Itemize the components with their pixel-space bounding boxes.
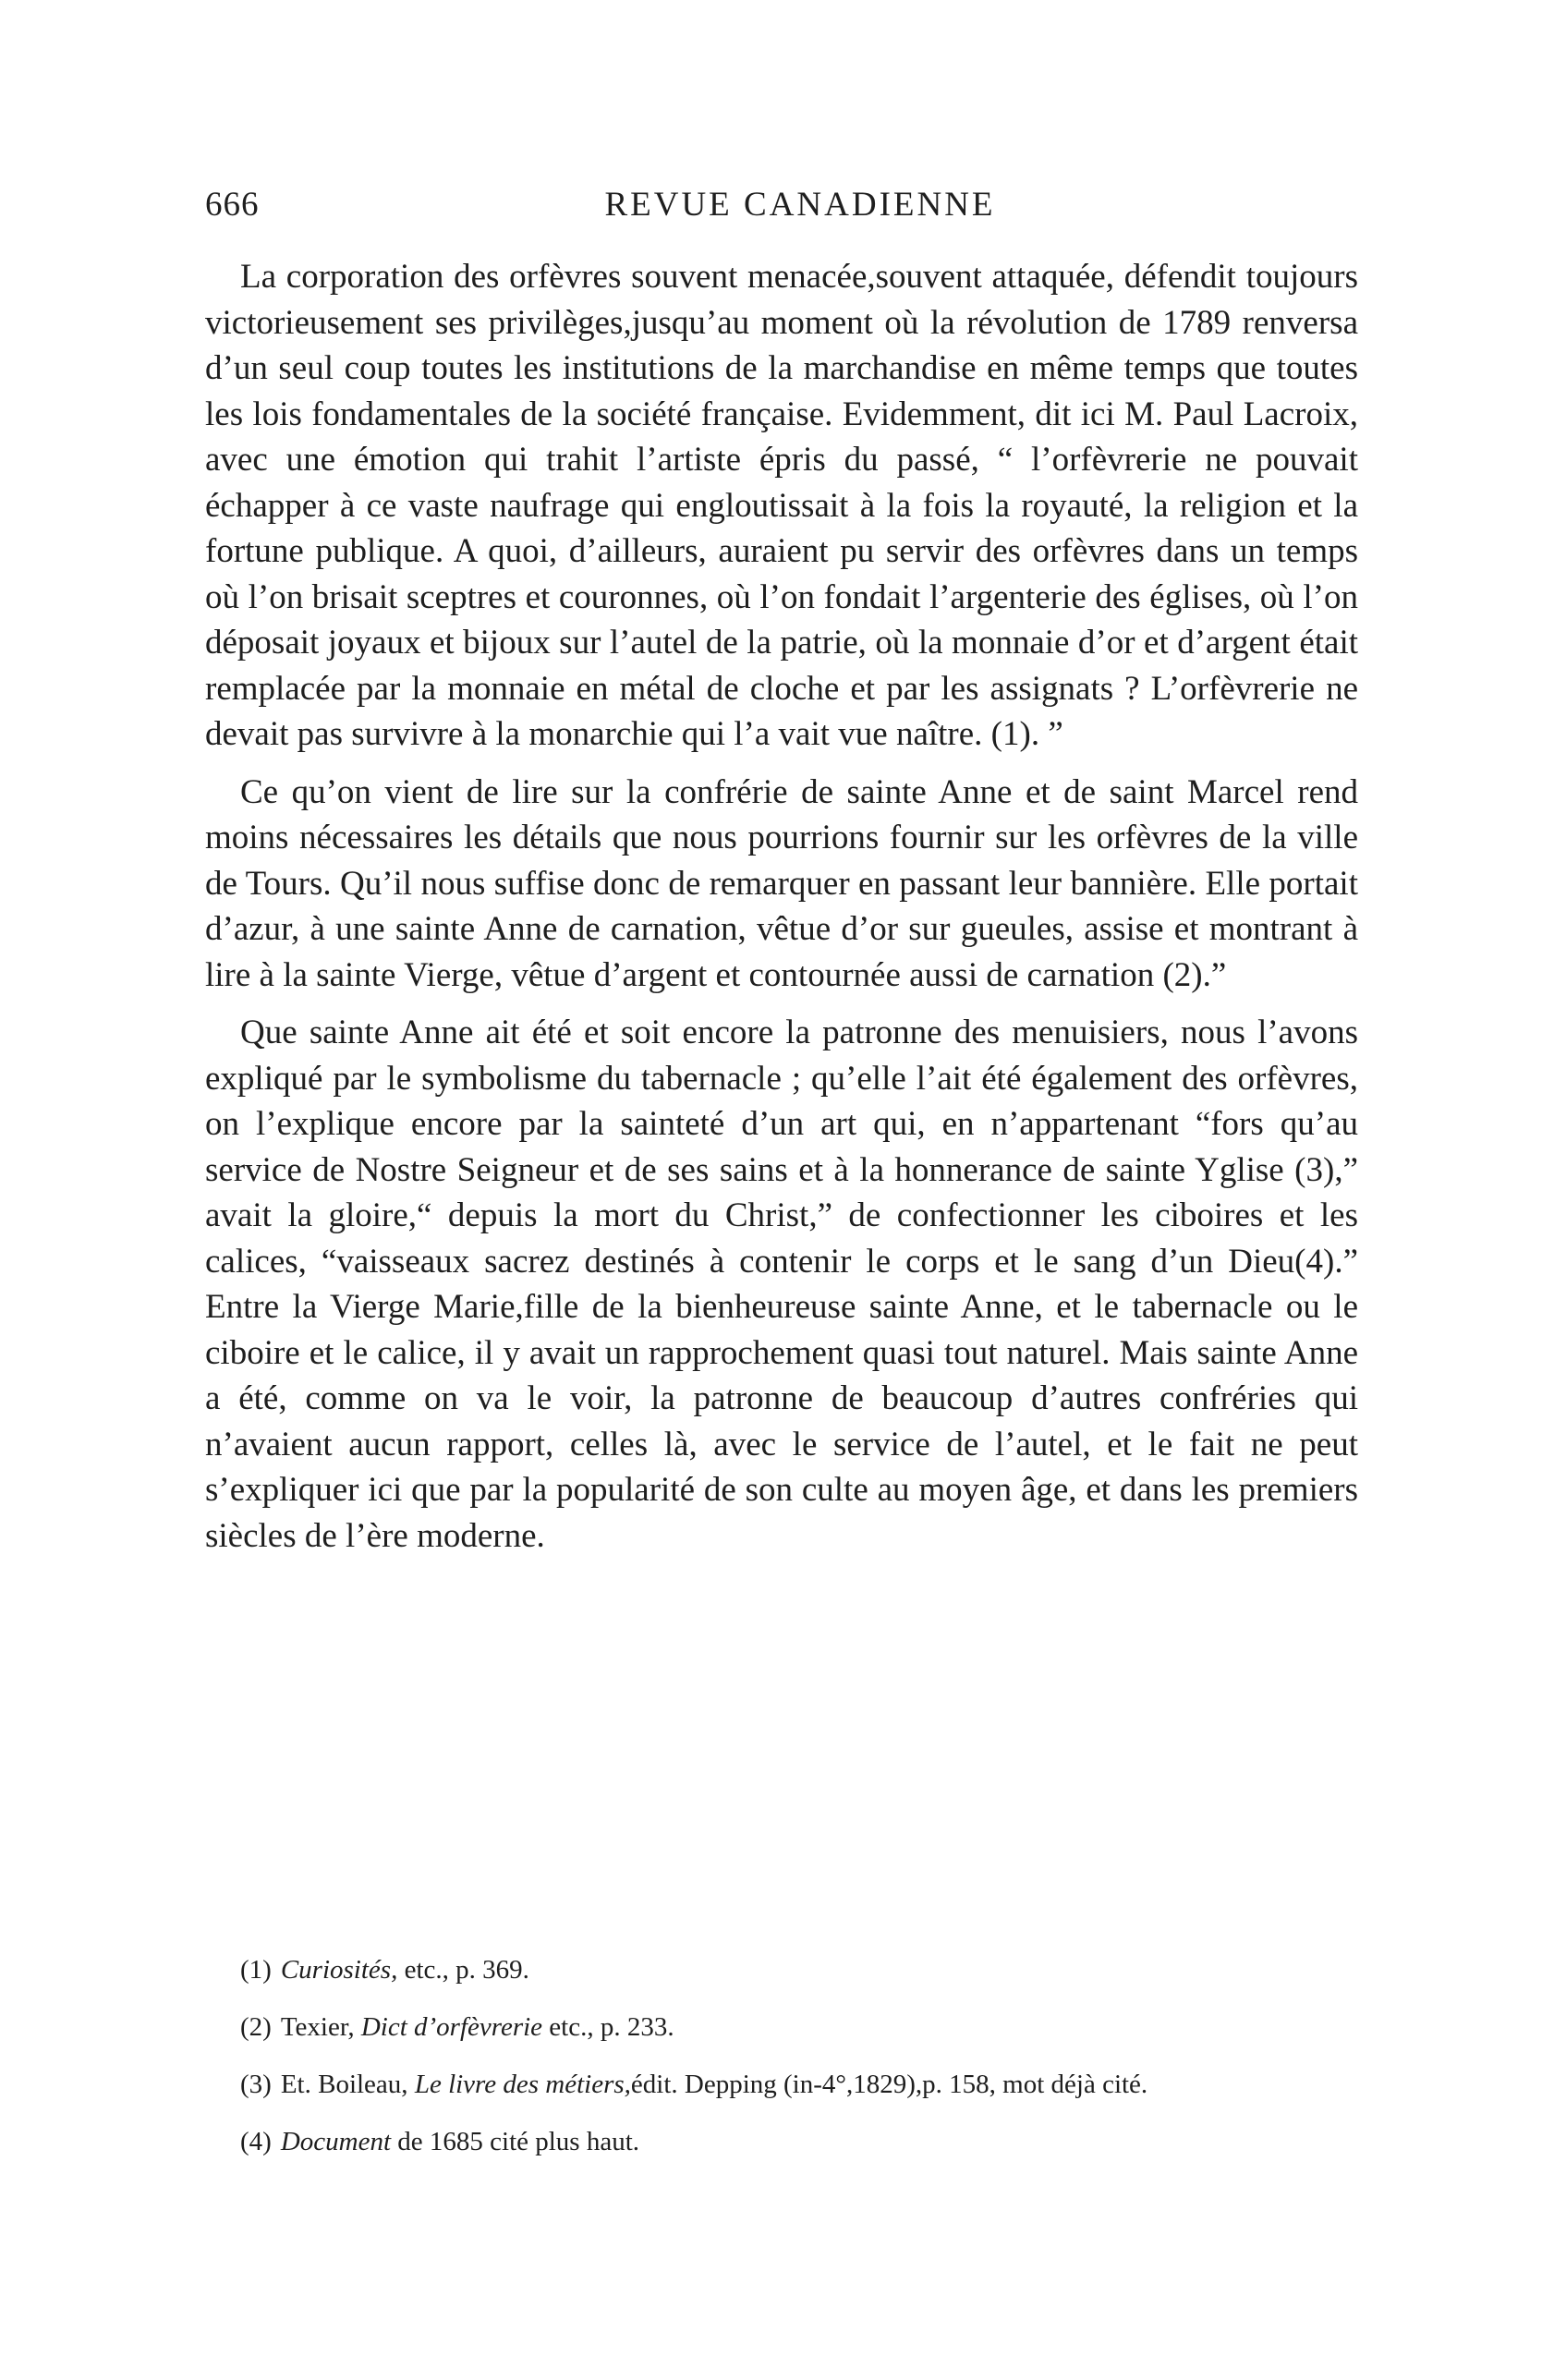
footnote-title: Curiosités, (280, 1955, 398, 1985)
page-header (205, 185, 1358, 231)
footnote-1 (205, 1951, 1358, 1988)
footnote-2 (205, 2009, 1358, 2046)
footnote-marker: (4) (240, 2127, 272, 2156)
page-number: 666 (205, 186, 260, 224)
footnote-marker: (3) (240, 2070, 272, 2099)
paragraph-saint-anne-patronage: Que sainte Anne ait été et soit encore la patronne des menuisiers, nous l’avons expliqué par le symbolisme du tabernacle ; qu’elle l’ait été également des orfèvres, on l’explique encore par la sainteté d’un art qui, en n’appartenant “fors qu’au service de Nostre Seigneur et de ses sains et à la honnerance de sainte Yglise (3),” avait la gloire,“ depuis la mort du Christ,” de confectionner les ciboires et les calices, “vaisseaux sacrez destinés à contenir le corps et le sang d’un Dieu(4).” Entre la Vierge Marie,fille de la bienheureuse sainte Anne, et le tabernacle ou le ciboire et le calice, il y avait un rapprochement quasi tout naturel. Mais sainte Anne a été, comme on va le voir, la patronne de beaucoup d’autres confréries qui n’avaient aucun rapport, celles là, avec le service de l’autel, et le fait ne peut s’expliquer ici que par la popularité de son culte au moyen âge, et dans les premiers siècles de l’ère moderne. (205, 1014, 1358, 1555)
footnote-rest: de 1685 cité plus haut. (391, 2127, 640, 2156)
paragraph-confraternity-banner: Ce qu’on vient de lire sur la confrérie de sainte Anne et de saint Marcel rend moins nécessaires les détails que nous pourrions fournir sur les orfèvres de la ville de Tours. Qu’il nous suffise donc de remarquer en passant leur bannière. Elle portait d’azur, à une sainte Anne de carnation, vêtue d’or sur gueules, assise et montrant à lire à la sainte Vierge, vêtue d’argent et contournée aussi de carnation (2).” (205, 772, 1358, 994)
footnote-title: Document (280, 2127, 392, 2156)
footnote-3 (205, 2066, 1358, 2103)
running-title: REVUE CANADIENNE (604, 186, 996, 224)
footnote-marker: (2) (240, 2012, 272, 2042)
footnotes (205, 1951, 1358, 2180)
footnote-rest: etc., p. 233. (542, 2012, 674, 2042)
footnote-lead: Et. Boileau, (280, 2070, 415, 2099)
footnote-rest: etc., p. 369. (397, 1955, 529, 1985)
footnote-lead: Texier, (280, 2012, 361, 2042)
footnote-4 (205, 2123, 1358, 2160)
footnote-marker: (1) (240, 1955, 272, 1985)
body-text (205, 254, 1358, 1559)
footnote-title: Dict d’orfèvrerie (360, 2012, 543, 2042)
footnote-rest: édit. Depping (in-4°,1829),p. 158, mot déjà cité. (630, 2070, 1148, 2099)
paragraph-goldsmiths-corporation: La corporation des orfèvres souvent menacée,souvent attaquée, défendit toujours victorieusement ses privilèges,jusqu’au moment où la révolution de 1789 renversa d’un seul coup toutes les institutions de la marchandise en même temps que toutes les lois fondamentales de la société française. Evidemment, dit ici M. Paul Lacroix, avec une émotion qui trahit l’artiste épris du passé, “ l’orfèvrerie ne pouvait échapper à ce vaste naufrage qui engloutissait à la fois la royauté, la religion et la fortune publique. A quoi, d’ailleurs, auraient pu servir des orfèvres dans un temps où l’on brisait sceptres et couronnes, où l’on fondait l’argenterie des églises, où l’on déposait joyaux et bijoux sur l’autel de la patrie, où la monnaie d’or et d’argent était remplacée par la monnaie en métal de cloche et par les assignats ? L’orfèvrerie ne devait pas survivre à la monarchie qui l’a vait vue naître. (1). ” (205, 258, 1358, 753)
footnote-title: Le livre des métiers, (414, 2070, 631, 2099)
